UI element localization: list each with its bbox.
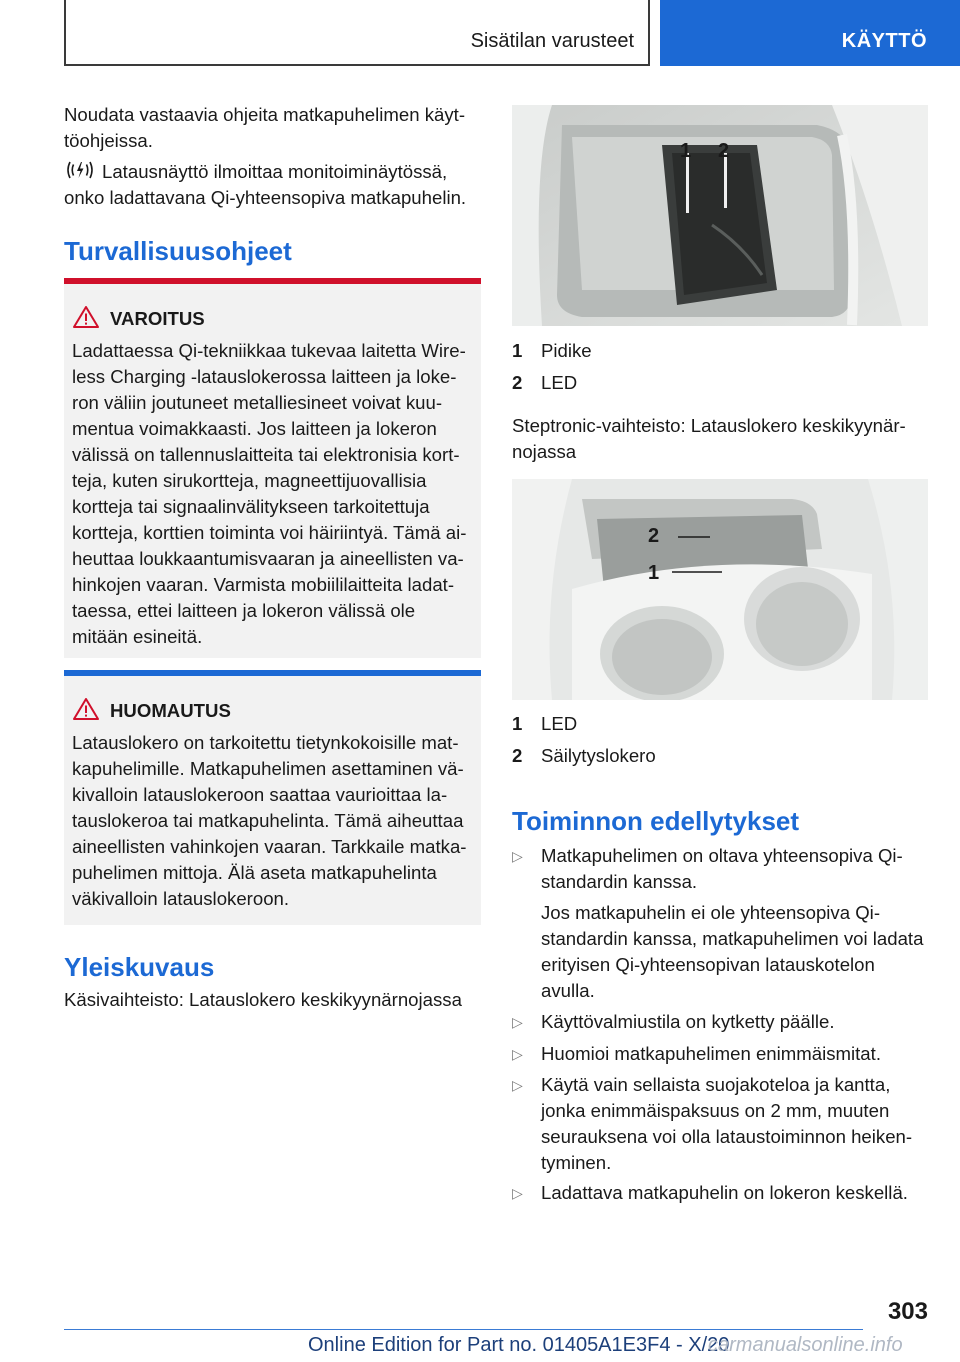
notice-title: HUOMAUTUS <box>110 700 231 721</box>
notice-box <box>64 670 481 925</box>
warning-line: kortteja, korttien toiminta voi häiriintyä. Tämä ai- <box>72 522 467 543</box>
notice-text <box>72 730 476 912</box>
overview-heading: Yleiskuvaus <box>64 952 215 982</box>
warning-line: heuttaa loukkaantumisvaaran ja aineellisten va- <box>72 548 464 569</box>
legend-number: 2 <box>512 372 523 393</box>
requirement-line: Huomioi matkapuhelimen enimmäismitat. <box>541 1043 881 1064</box>
requirement-line: standardin kanssa, matkapuhelimen voi ladata <box>541 928 924 949</box>
overview-subtitle: Käsivaihteisto: Latauslokero keskikyynärnojassa <box>64 989 462 1010</box>
requirement-line: tyminen. <box>541 1152 612 1173</box>
notice-line: Latauslokero on tarkoitettu tietynkokoisille mat- <box>72 732 459 753</box>
warning-line: ron väliin joutuneet metalliesineet voivat kuu- <box>72 392 443 413</box>
warning-title: VAROITUS <box>110 308 205 329</box>
notice-line: kivalloin latauslokeroon saattaa vaurioittaa la- <box>72 784 448 805</box>
tray-illustration <box>512 105 928 326</box>
requirement-line: avulla. <box>541 980 595 1001</box>
footer-edition: Online Edition for Part no. 01405A1E3F4 - X/20 <box>308 1334 730 1356</box>
requirement-line: Käytä vain sellaista suojakoteloa ja kantta, <box>541 1074 891 1095</box>
notice-line: väkivalloin latauslokeroon. <box>72 888 290 909</box>
header-chapter-tab[interactable] <box>660 0 960 66</box>
warning-box <box>64 278 481 658</box>
photo2-callout-1: 1 <box>648 562 660 584</box>
bullet-marker-icon: ▷ <box>512 1014 523 1030</box>
legend-number: 1 <box>512 713 523 734</box>
notice-line: kapuhelimille. Matkapuhelimen asettaminen vä- <box>72 758 464 779</box>
header-section-title: Sisätilan varusteet <box>470 30 634 52</box>
steptronic-line: Steptronic-vaihteisto: Latauslokero keskikyynär- <box>512 415 906 436</box>
charging-note-line: onko ladattavana Qi-yhteensopiva matkapuhelin. <box>64 187 467 208</box>
requirement-line: erityisen Qi-yhteensopivan latauskotelon <box>541 954 875 975</box>
warning-line: välissä on tallennuslaitteita tai elektronisia kort- <box>72 444 460 465</box>
footer-divider <box>64 1329 863 1330</box>
warning-line: mitään esineitä. <box>72 626 203 647</box>
photo1-callout-1: 1 <box>680 140 692 162</box>
bullet-marker-icon: ▷ <box>512 1185 523 1201</box>
bullet-marker-icon: ▷ <box>512 1046 523 1062</box>
intro-line: Noudata vastaavia ohjeita matkapuhelimen käyt- <box>64 104 466 125</box>
notice-line: tauslokeroa tai matkapuhelinta. Tämä aiheuttaa <box>72 810 464 831</box>
warning-line: taessa, ettei laitteen ja lokeron välissä ole <box>72 600 416 621</box>
notice-line: puhelimen mittoja. Älä aseta matkapuhelinta <box>72 862 437 883</box>
wireless-charging-icon <box>64 159 96 181</box>
warning-line: Ladattaessa Qi-tekniikkaa tukevaa laitetta Wire- <box>72 340 466 361</box>
safety-heading: Turvallisuusohjeet <box>64 236 292 266</box>
photo1-callout-2: 2 <box>718 140 730 162</box>
warning-line: mentua voimakkaasti. Jos laitteen ja lokeron <box>72 418 437 439</box>
warning-line: teja, kuten sirukortteja, magneettijuovallisia <box>72 470 427 491</box>
legend-text: LED <box>541 713 578 734</box>
warning-triangle-icon <box>72 305 100 329</box>
requirement-line: Käyttövalmiustila on kytketty päälle. <box>541 1011 835 1032</box>
requirement-line: Ladattava matkapuhelin on lokeron keskellä. <box>541 1182 908 1203</box>
charging-note <box>64 159 484 211</box>
intro-line: töohjeissa. <box>64 130 153 151</box>
header-frame <box>64 0 650 66</box>
page-number: 303 <box>887 1298 928 1325</box>
photo-steptronic-tray <box>512 479 928 700</box>
intro-paragraph <box>64 102 484 154</box>
legend-number: 2 <box>512 745 523 766</box>
legend-text: Pidike <box>541 340 592 361</box>
requirement-line: seurauksena voi olla lataustoiminnon heiken- <box>541 1126 913 1147</box>
steptronic-caption <box>512 413 942 465</box>
legend-text: LED <box>541 372 578 393</box>
requirement-line: Matkapuhelimen on oltava yhteensopiva Qi- <box>541 845 903 866</box>
header-chapter-label: KÄYTTÖ <box>841 30 927 52</box>
warning-line: hinkojen vaaran. Varmista mobiililaitteita ladat- <box>72 574 455 595</box>
warning-text <box>72 338 476 650</box>
legend-text: Säilytyslokero <box>541 745 656 766</box>
notice-bar <box>64 670 481 676</box>
notice-line: aineellisten vahinkojen vaaran. Tarkkaile matka- <box>72 836 467 857</box>
legend-number: 1 <box>512 340 523 361</box>
notice-triangle-icon <box>72 697 100 721</box>
footer-watermark[interactable]: carmanualsonline.info <box>708 1334 903 1356</box>
cupholder-illustration <box>512 479 928 700</box>
requirement-line: jonka enimmäispaksuus on 2 mm, muuten <box>541 1100 890 1121</box>
requirement-line: standardin kanssa. <box>541 871 698 892</box>
warning-line: kortteja tai signaalinvälitykseen tarkoitettuja <box>72 496 430 517</box>
requirements-heading: Toiminnon edellytykset <box>512 806 800 836</box>
warning-bar <box>64 278 481 284</box>
warning-line: less Charging -latauslokerossa laitteen ja loke- <box>72 366 457 387</box>
photo-manual-gearbox-tray <box>512 105 928 326</box>
photo2-callout-2: 2 <box>648 525 660 547</box>
steptronic-line: nojassa <box>512 441 577 462</box>
bullet-marker-icon: ▷ <box>512 848 523 864</box>
charging-note-line: Latausnäyttö ilmoittaa monitoiminäytössä, <box>102 161 448 182</box>
bullet-marker-icon: ▷ <box>512 1077 523 1093</box>
requirement-line: Jos matkapuhelin ei ole yhteensopiva Qi- <box>541 902 881 923</box>
